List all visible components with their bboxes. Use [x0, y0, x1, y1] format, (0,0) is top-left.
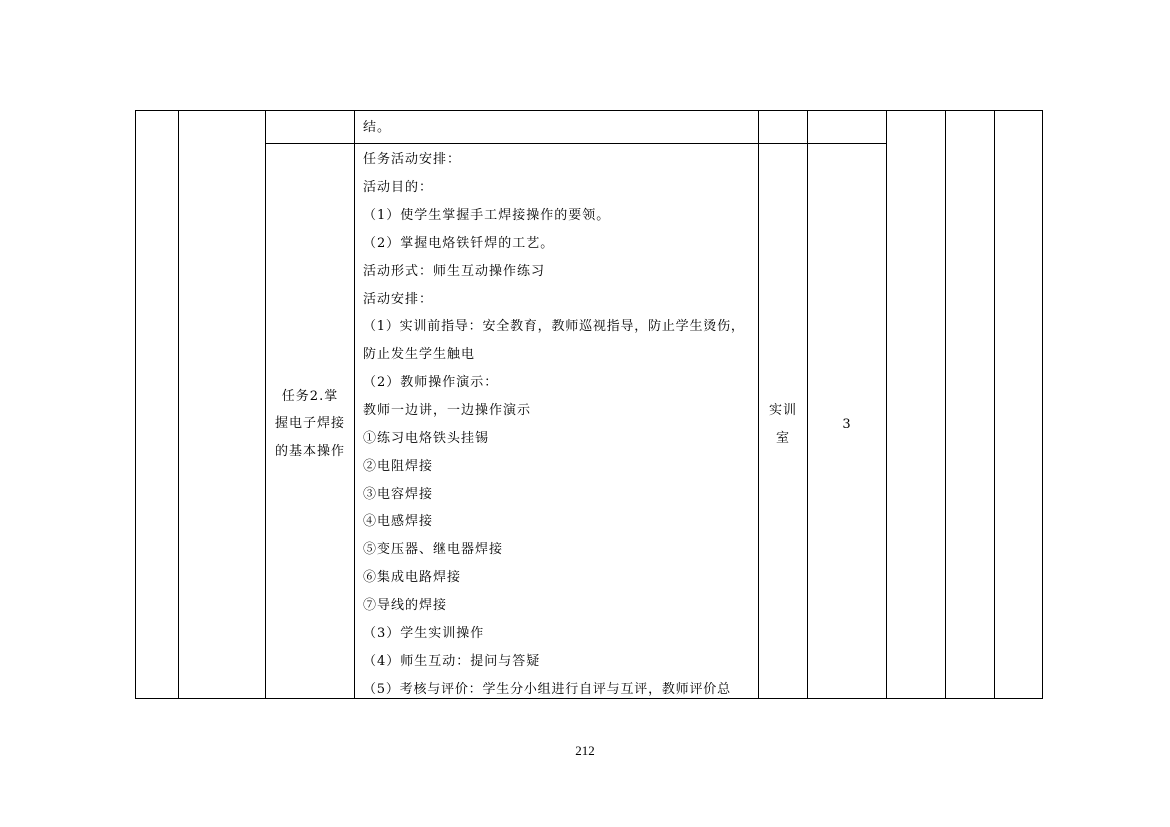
- col-border-9: [994, 110, 995, 699]
- content-line: （3）学生实训操作: [363, 626, 485, 641]
- page-number: 212: [575, 743, 595, 758]
- content-line: ⑦导线的焊接: [363, 598, 448, 613]
- content-line: 教师一边讲，一边操作演示: [363, 403, 532, 418]
- col-border-10: [1042, 110, 1043, 699]
- content-line: ⑥集成电路焊接: [363, 570, 462, 585]
- content-line: （4）师生互动：提问与答疑: [363, 654, 541, 669]
- content-line: （1）使学生掌握手工焊接操作的要领。: [363, 208, 611, 223]
- content-line: 活动形式：师生互动操作练习: [363, 264, 546, 279]
- col-border-1: [135, 110, 136, 699]
- table-bottom-border: [135, 698, 1042, 699]
- content-line: （1）实训前指导：安全教育，教师巡视指导，防止学生烫伤，: [363, 319, 745, 334]
- col-border-6: [807, 110, 808, 699]
- col-border-7: [886, 110, 887, 699]
- content-line: 防止发生学生触电: [363, 347, 476, 362]
- row-divider: [265, 143, 886, 144]
- task-name-line: 任务2.掌: [281, 389, 339, 404]
- location-line: 实训: [768, 403, 797, 418]
- content-line: （2）教师操作演示：: [363, 375, 499, 390]
- content-line: （5）考核与评价：学生分小组进行自评与互评，教师评价总: [363, 682, 731, 697]
- content-line: ④电感焊接: [363, 514, 434, 529]
- content-line: 活动安排：: [363, 292, 434, 307]
- content-line: ①练习电烙铁头挂锡: [363, 431, 490, 446]
- content-line: 活动目的：: [363, 180, 434, 195]
- col-border-2: [178, 110, 179, 699]
- col-border-8: [945, 110, 946, 699]
- content-line: ⑤变压器、继电器焊接: [363, 542, 504, 557]
- hours-value: 3: [842, 417, 852, 432]
- content-line: （2）掌握电烙铁钎焊的工艺。: [363, 236, 555, 251]
- col-border-4: [354, 110, 355, 699]
- location-line: 室: [775, 431, 790, 446]
- content-line: 任务活动安排：: [363, 152, 462, 167]
- table-top-border: [135, 110, 1042, 111]
- row1-content: 结。: [363, 120, 392, 135]
- task-name-line: 握电子焊接: [274, 416, 345, 431]
- task-name-line: 的基本操作: [274, 444, 345, 459]
- content-line: ②电阻焊接: [363, 459, 434, 474]
- content-line: ③电容焊接: [363, 487, 434, 502]
